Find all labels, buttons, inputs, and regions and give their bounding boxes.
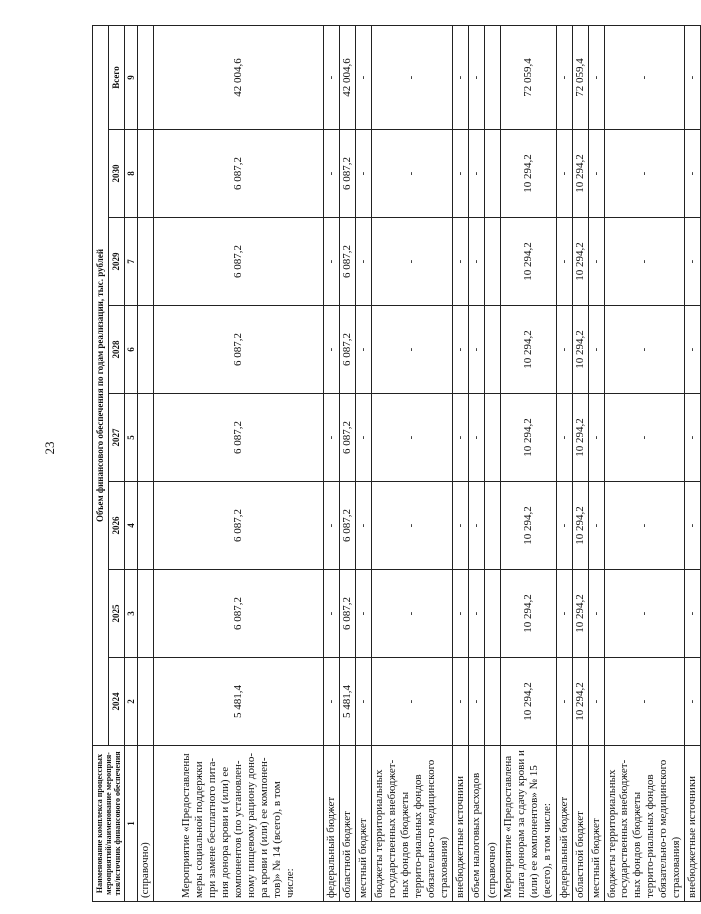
- row-label: (справочно): [138, 746, 154, 902]
- row-value-cell: -: [556, 570, 572, 658]
- row-value-cell: -: [355, 394, 371, 482]
- row-value-cell: -: [604, 306, 685, 394]
- table-row: [500, 25, 556, 901]
- row-value-cell: -: [323, 306, 339, 394]
- row-value-cell: -: [685, 218, 701, 306]
- header-year: 2029: [109, 218, 125, 306]
- header-year: 2027: [109, 394, 125, 482]
- column-index: 3: [125, 570, 138, 658]
- row-value-cell: 6 087,2: [153, 570, 323, 658]
- row-value-cell: -: [685, 394, 701, 482]
- row-value-cell: -: [556, 306, 572, 394]
- row-total-cell: [138, 25, 154, 129]
- row-value-cell: -: [588, 218, 604, 306]
- row-value-cell: -: [355, 218, 371, 306]
- row-value-cell: 10 294,2: [572, 394, 588, 482]
- header-year: 2028: [109, 306, 125, 394]
- row-value-cell: 6 087,2: [339, 482, 355, 570]
- row-total-cell: 42 004,6: [153, 25, 323, 129]
- row-total-cell: -: [588, 25, 604, 129]
- row-value-cell: -: [371, 306, 452, 394]
- column-index: 2: [125, 658, 138, 746]
- table-row: [468, 25, 484, 901]
- header-year: 2030: [109, 130, 125, 218]
- row-value-cell: -: [604, 658, 685, 746]
- row-value-cell: -: [588, 394, 604, 482]
- row-value-cell: 6 087,2: [153, 306, 323, 394]
- row-value-cell: -: [355, 482, 371, 570]
- header-total: Всего: [109, 25, 125, 129]
- row-value-cell: [484, 130, 500, 218]
- row-value-cell: 6 087,2: [153, 218, 323, 306]
- row-total-cell: -: [371, 25, 452, 129]
- row-value-cell: -: [604, 130, 685, 218]
- row-value-cell: [484, 658, 500, 746]
- row-value-cell: -: [452, 658, 468, 746]
- row-value-cell: -: [685, 130, 701, 218]
- row-value-cell: -: [468, 306, 484, 394]
- row-value-cell: -: [323, 218, 339, 306]
- row-total-cell: -: [323, 25, 339, 129]
- row-value-cell: [484, 306, 500, 394]
- table-row: [556, 25, 572, 901]
- header-year: 2026: [109, 482, 125, 570]
- row-label: областной бюджет: [339, 746, 355, 902]
- financing-table: [92, 25, 701, 902]
- table-row: [371, 25, 452, 901]
- row-total-cell: [484, 25, 500, 129]
- row-value-cell: -: [452, 394, 468, 482]
- row-value-cell: 5 481,4: [153, 658, 323, 746]
- row-value-cell: 5 481,4: [339, 658, 355, 746]
- row-value-cell: -: [588, 130, 604, 218]
- column-index: 6: [125, 306, 138, 394]
- row-value-cell: -: [355, 130, 371, 218]
- row-value-cell: -: [588, 482, 604, 570]
- row-total-cell: -: [468, 25, 484, 129]
- row-value-cell: -: [371, 130, 452, 218]
- row-label: местный бюджет: [588, 746, 604, 902]
- row-value-cell: -: [588, 658, 604, 746]
- column-index: 9: [125, 25, 138, 129]
- row-label: (справочно): [484, 746, 500, 902]
- column-index: 1: [125, 746, 138, 902]
- row-value-cell: 10 294,2: [572, 306, 588, 394]
- row-value-cell: -: [556, 394, 572, 482]
- row-total-cell: 72 059,4: [572, 25, 588, 129]
- row-value-cell: 10 294,2: [572, 570, 588, 658]
- row-label: бюджеты территориальных государственных внебюджет-ных фондов (бюджеты террито-риальных фондов обязательно-го медицинского страхования): [371, 746, 452, 902]
- row-value-cell: -: [355, 306, 371, 394]
- row-value-cell: -: [355, 570, 371, 658]
- row-value-cell: -: [556, 130, 572, 218]
- row-value-cell: 6 087,2: [339, 130, 355, 218]
- row-value-cell: -: [556, 482, 572, 570]
- table-row: [323, 25, 339, 901]
- row-value-cell: -: [685, 570, 701, 658]
- row-value-cell: [484, 570, 500, 658]
- row-value-cell: -: [685, 658, 701, 746]
- row-value-cell: 6 087,2: [339, 394, 355, 482]
- rotated-table-page: [92, 36, 699, 902]
- row-value-cell: 10 294,2: [500, 306, 556, 394]
- table-row: [355, 25, 371, 901]
- table-row: [685, 25, 701, 901]
- row-value-cell: 10 294,2: [500, 130, 556, 218]
- column-index: 5: [125, 394, 138, 482]
- row-value-cell: [138, 306, 154, 394]
- header-name-column: Наименование комплекса процессных мероприятий/наименование мероприя-тия/источник финансового обеспечения: [93, 746, 125, 902]
- row-value-cell: 10 294,2: [500, 482, 556, 570]
- row-value-cell: -: [604, 218, 685, 306]
- row-label: бюджеты территориальных государственных внебюджет-ных фондов (бюджеты террито-риальных фондов обязательно-го медицинского страхования): [604, 746, 685, 902]
- row-label: федеральный бюджет: [323, 746, 339, 902]
- row-value-cell: -: [468, 658, 484, 746]
- row-value-cell: 10 294,2: [572, 130, 588, 218]
- table-row: [153, 25, 323, 901]
- row-total-cell: 42 004,6: [339, 25, 355, 129]
- row-total-cell: -: [556, 25, 572, 129]
- row-value-cell: -: [452, 130, 468, 218]
- row-value-cell: 10 294,2: [572, 482, 588, 570]
- row-value-cell: -: [371, 482, 452, 570]
- row-value-cell: 10 294,2: [500, 570, 556, 658]
- row-value-cell: [138, 218, 154, 306]
- row-value-cell: -: [685, 482, 701, 570]
- row-label: объем налоговых расходов: [468, 746, 484, 902]
- row-value-cell: -: [604, 570, 685, 658]
- row-value-cell: [484, 394, 500, 482]
- table-row: [452, 25, 468, 901]
- column-index: 8: [125, 130, 138, 218]
- row-value-cell: 10 294,2: [572, 218, 588, 306]
- row-value-cell: -: [371, 570, 452, 658]
- row-value-cell: -: [452, 306, 468, 394]
- table-row: [484, 25, 500, 901]
- row-value-cell: -: [468, 218, 484, 306]
- row-value-cell: [484, 482, 500, 570]
- row-value-cell: 6 087,2: [339, 218, 355, 306]
- row-value-cell: -: [588, 570, 604, 658]
- row-label: внебюджетные источники: [685, 746, 701, 902]
- row-value-cell: 10 294,2: [500, 658, 556, 746]
- row-value-cell: [484, 218, 500, 306]
- row-value-cell: -: [685, 306, 701, 394]
- row-value-cell: -: [468, 130, 484, 218]
- row-total-cell: -: [452, 25, 468, 129]
- row-value-cell: 6 087,2: [153, 130, 323, 218]
- table-row: [339, 25, 355, 901]
- row-value-cell: -: [371, 658, 452, 746]
- row-value-cell: [138, 394, 154, 482]
- row-value-cell: -: [556, 218, 572, 306]
- row-value-cell: 10 294,2: [500, 218, 556, 306]
- row-label: Мероприятие «Предоставлены меры социальной поддержки при замене бесплатного пита-ния донора крови и (или) ее компонентов (по установлен-ному пищевому рациону доно-ра крови и (или) ее компонен-тов)» № 14 (всего), в том числе:: [153, 746, 323, 902]
- row-value-cell: 6 087,2: [339, 570, 355, 658]
- row-label: местный бюджет: [355, 746, 371, 902]
- row-value-cell: -: [355, 658, 371, 746]
- row-value-cell: 6 087,2: [153, 482, 323, 570]
- column-index-row: [125, 25, 138, 901]
- row-value-cell: -: [468, 394, 484, 482]
- header-year: 2025: [109, 570, 125, 658]
- row-label: областной бюджет: [572, 746, 588, 902]
- table-row: [588, 25, 604, 901]
- row-value-cell: [138, 482, 154, 570]
- row-value-cell: -: [371, 394, 452, 482]
- row-label: федеральный бюджет: [556, 746, 572, 902]
- row-total-cell: 72 059,4: [500, 25, 556, 129]
- row-value-cell: -: [588, 306, 604, 394]
- row-value-cell: [138, 658, 154, 746]
- row-value-cell: -: [323, 658, 339, 746]
- row-value-cell: -: [604, 394, 685, 482]
- row-value-cell: -: [323, 130, 339, 218]
- row-value-cell: -: [323, 482, 339, 570]
- row-value-cell: 10 294,2: [572, 658, 588, 746]
- table-row: [604, 25, 685, 901]
- row-value-cell: [138, 570, 154, 658]
- row-value-cell: -: [323, 394, 339, 482]
- row-value-cell: -: [452, 218, 468, 306]
- column-index: 4: [125, 482, 138, 570]
- row-value-cell: [138, 130, 154, 218]
- table-row: [138, 25, 154, 901]
- row-value-cell: -: [604, 482, 685, 570]
- row-value-cell: -: [468, 482, 484, 570]
- table-row: [572, 25, 588, 901]
- row-value-cell: -: [323, 570, 339, 658]
- row-total-cell: -: [604, 25, 685, 129]
- row-value-cell: -: [556, 658, 572, 746]
- page-number: 23: [42, 441, 57, 455]
- header-year: 2024: [109, 658, 125, 746]
- header-financing-group: Объем финансового обеспечения по годам реализации, тыс. рублей: [93, 25, 109, 745]
- row-label: Мероприятие «Предоставлена плата донорам за сдачу крови и (или) ее компонентов» № 15 (всего), в том числе:: [500, 746, 556, 902]
- row-value-cell: -: [452, 570, 468, 658]
- row-value-cell: -: [468, 570, 484, 658]
- row-total-cell: -: [685, 25, 701, 129]
- column-index: 7: [125, 218, 138, 306]
- row-value-cell: -: [452, 482, 468, 570]
- row-value-cell: -: [371, 218, 452, 306]
- row-label: внебюджетные источники: [452, 746, 468, 902]
- row-value-cell: 6 087,2: [339, 306, 355, 394]
- row-value-cell: 6 087,2: [153, 394, 323, 482]
- row-value-cell: 10 294,2: [500, 394, 556, 482]
- row-total-cell: -: [355, 25, 371, 129]
